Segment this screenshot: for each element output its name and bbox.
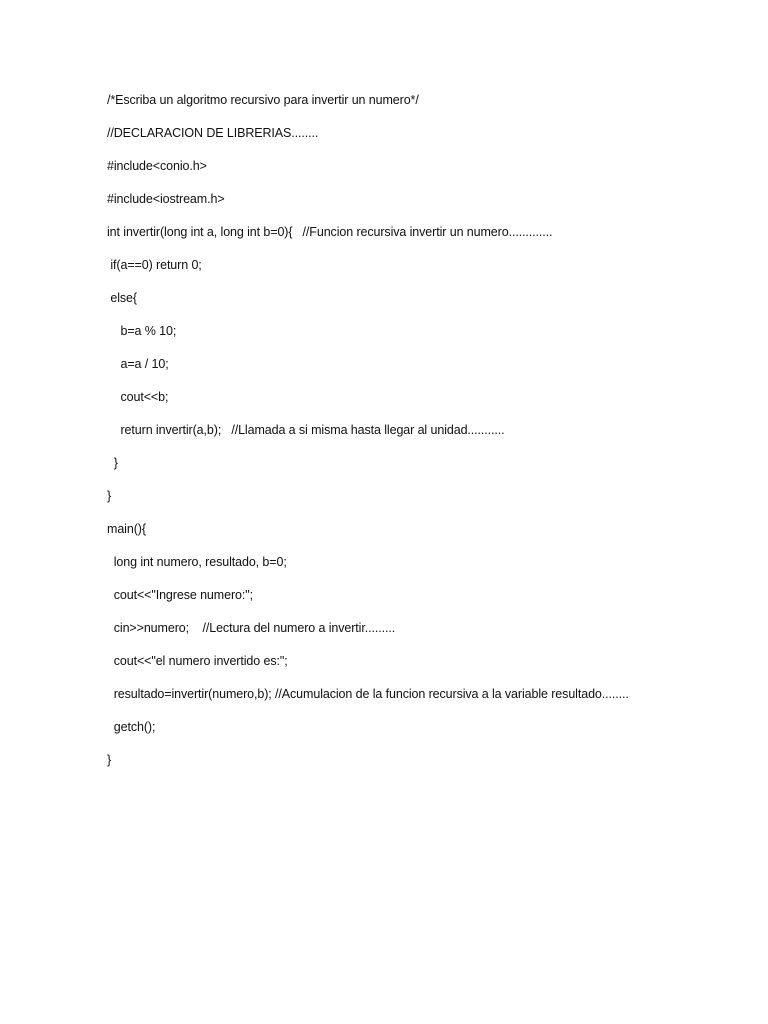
code-line: else{	[107, 291, 137, 305]
code-line: #include<iostream.h>	[107, 192, 225, 206]
code-line: //DECLARACION DE LIBRERIAS........	[107, 126, 319, 140]
code-line: cout<<"el numero invertido es:";	[107, 654, 288, 668]
code-line: int invertir(long int a, long int b=0){ //Funcion recursiva invertir un numero.............	[107, 225, 553, 239]
code-line: }	[107, 456, 118, 470]
code-line: cin>>numero; //Lectura del numero a invertir.........	[107, 621, 396, 635]
code-line: main(){	[107, 522, 146, 536]
code-line: long int numero, resultado, b=0;	[107, 555, 287, 569]
code-line: }	[107, 753, 112, 767]
code-line: if(a==0) return 0;	[107, 258, 202, 272]
code-line: b=a % 10;	[107, 324, 177, 338]
code-line: return invertir(a,b); //Llamada a si misma hasta llegar al unidad...........	[107, 423, 505, 437]
code-line: resultado=invertir(numero,b); //Acumulacion de la funcion recursiva a la variable resultado........	[107, 687, 629, 701]
code-line: /*Escriba un algoritmo recursivo para invertir un numero*/	[107, 93, 419, 107]
code-line: #include<conio.h>	[107, 159, 207, 173]
code-listing	[107, 91, 747, 784]
code-line: getch();	[107, 720, 156, 734]
code-line: cout<<b;	[107, 390, 169, 404]
code-line: cout<<"Ingrese numero:";	[107, 588, 253, 602]
code-line: a=a / 10;	[107, 357, 169, 371]
code-line: }	[107, 489, 112, 503]
